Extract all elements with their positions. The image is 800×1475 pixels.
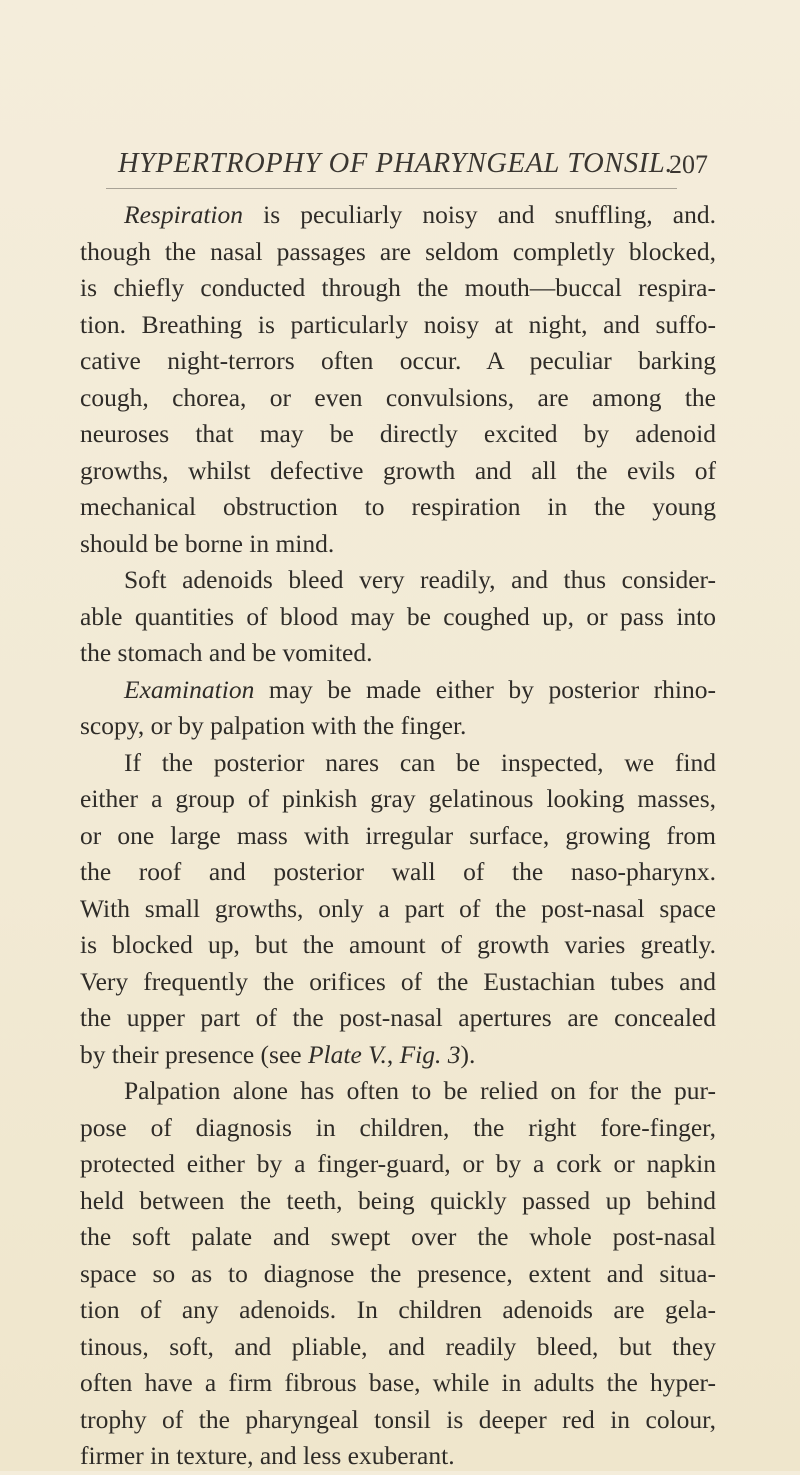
line-text: tion of any adenoids. In children adenoids are gela- — [80, 1295, 716, 1324]
text-line — [80, 1219, 716, 1256]
line-text: tion. Breathing is particularly noisy at night, and suffo- — [80, 309, 716, 339]
text-line — [80, 526, 716, 563]
text-line — [80, 818, 716, 855]
text-line — [80, 197, 716, 234]
line-text: by their presence (see — [80, 1039, 308, 1069]
line-text: , — [386, 1039, 400, 1069]
line-text: should be borne in mind. — [80, 528, 335, 558]
line-text: the soft palate and swept over the whole post-nasal — [80, 1222, 716, 1251]
line-text: may be made either by posterior rhino- — [254, 674, 716, 704]
line-text: scopy, or by palpation with the finger. — [80, 711, 467, 740]
figure-reference: Fig. 3 — [399, 1039, 461, 1069]
line-text: the upper part of the post-nasal apertures are concealed — [80, 1003, 716, 1032]
body-text — [80, 197, 716, 1475]
running-title: HYPERTROPHY OF PHARYNGEAL TONSIL. — [118, 148, 674, 179]
line-text: tinous, soft, and pliable, and readily bleed, but they — [80, 1331, 716, 1361]
line-text: neuroses that may be directly excited by adenoid — [80, 419, 716, 448]
line-text: able quantities of blood may be coughed up, or pass into — [80, 601, 716, 631]
text-line — [80, 1073, 716, 1110]
line-text: If the posterior nares can be inspected, we find — [124, 747, 716, 777]
line-text: With small growths, only a part of the post-nasal space — [80, 893, 716, 923]
text-line — [80, 1365, 716, 1402]
line-text: pose of diagnosis in children, the right fore-finger, — [80, 1112, 716, 1142]
text-line — [80, 635, 716, 672]
text-line — [80, 380, 716, 417]
text-line — [80, 1146, 716, 1183]
line-text: often have a firm fibrous base, while in adults the hyper- — [80, 1368, 716, 1397]
line-text: space so as to diagnose the presence, extent and situa- — [80, 1258, 716, 1288]
text-line — [80, 1183, 716, 1220]
plate-reference: Plate V. — [307, 1039, 387, 1069]
text-line — [80, 927, 716, 964]
line-text: or one large mass with irregular surface, growing from — [80, 820, 716, 850]
line-text: protected either by a finger-guard, or by a cork or napkin — [80, 1149, 716, 1178]
line-text: held between the teeth, being quickly passed up behind — [80, 1185, 716, 1215]
line-text: the roof and posterior wall of the naso-pharynx. — [80, 857, 716, 886]
text-line — [80, 1402, 716, 1439]
text-line — [80, 1329, 716, 1366]
text-line — [80, 307, 716, 344]
section-heading-italic: Respiration — [124, 200, 243, 229]
line-text: ). — [460, 1039, 476, 1069]
line-text: is chiefly conducted through the mouth—buccal respira- — [80, 273, 716, 302]
text-line — [80, 672, 716, 709]
text-line — [80, 891, 716, 928]
text-line — [80, 854, 716, 891]
text-line — [80, 599, 716, 636]
line-text: trophy of the pharyngeal tonsil is deeper red in colour, — [80, 1404, 716, 1434]
text-line — [80, 562, 716, 599]
line-text: is blocked up, but the amount of growth varies greatly. — [80, 930, 716, 959]
text-line — [80, 708, 716, 745]
section-heading-italic: Examination — [124, 674, 255, 704]
text-line — [80, 964, 716, 1001]
text-line — [80, 489, 716, 526]
text-line — [80, 1000, 716, 1037]
line-text: either a group of pinkish gray gelatinous looking masses, — [80, 784, 716, 813]
line-text: Very frequently the orifices of the Eustachian tubes and — [80, 966, 716, 996]
text-line — [80, 1438, 716, 1475]
text-line — [80, 234, 716, 271]
text-line — [80, 1256, 716, 1293]
line-text: Palpation alone has often to be relied on for the pur- — [124, 1076, 716, 1105]
text-line — [80, 416, 716, 453]
text-line — [80, 781, 716, 818]
line-text: growths, whilst defective growth and all the evils of — [80, 455, 716, 485]
line-text: mechanical obstruction to respiration in the young — [80, 492, 716, 521]
text-line — [80, 1110, 716, 1147]
text-line — [80, 1292, 716, 1329]
line-text: Soft adenoids bleed very readily, and thus consider- — [124, 565, 716, 594]
line-text: though the nasal passages are seldom completly blocked, — [80, 236, 716, 266]
line-text: firmer in texture, and less exuberant. — [80, 1441, 455, 1470]
line-text: cative night-terrors often occur. A peculiar barking — [80, 346, 716, 375]
text-line — [80, 343, 716, 380]
running-head — [118, 148, 708, 184]
header-rule — [106, 188, 677, 189]
text-line — [80, 270, 716, 307]
text-line — [80, 745, 716, 782]
text-line — [80, 1037, 716, 1074]
text-line — [80, 453, 716, 490]
line-text: is peculiarly noisy and snuffling, and. — [243, 200, 716, 229]
line-text: the stomach and be vomited. — [80, 638, 373, 667]
page-number: 207 — [669, 150, 708, 179]
line-text: cough, chorea, or even convulsions, are among the — [80, 382, 716, 412]
